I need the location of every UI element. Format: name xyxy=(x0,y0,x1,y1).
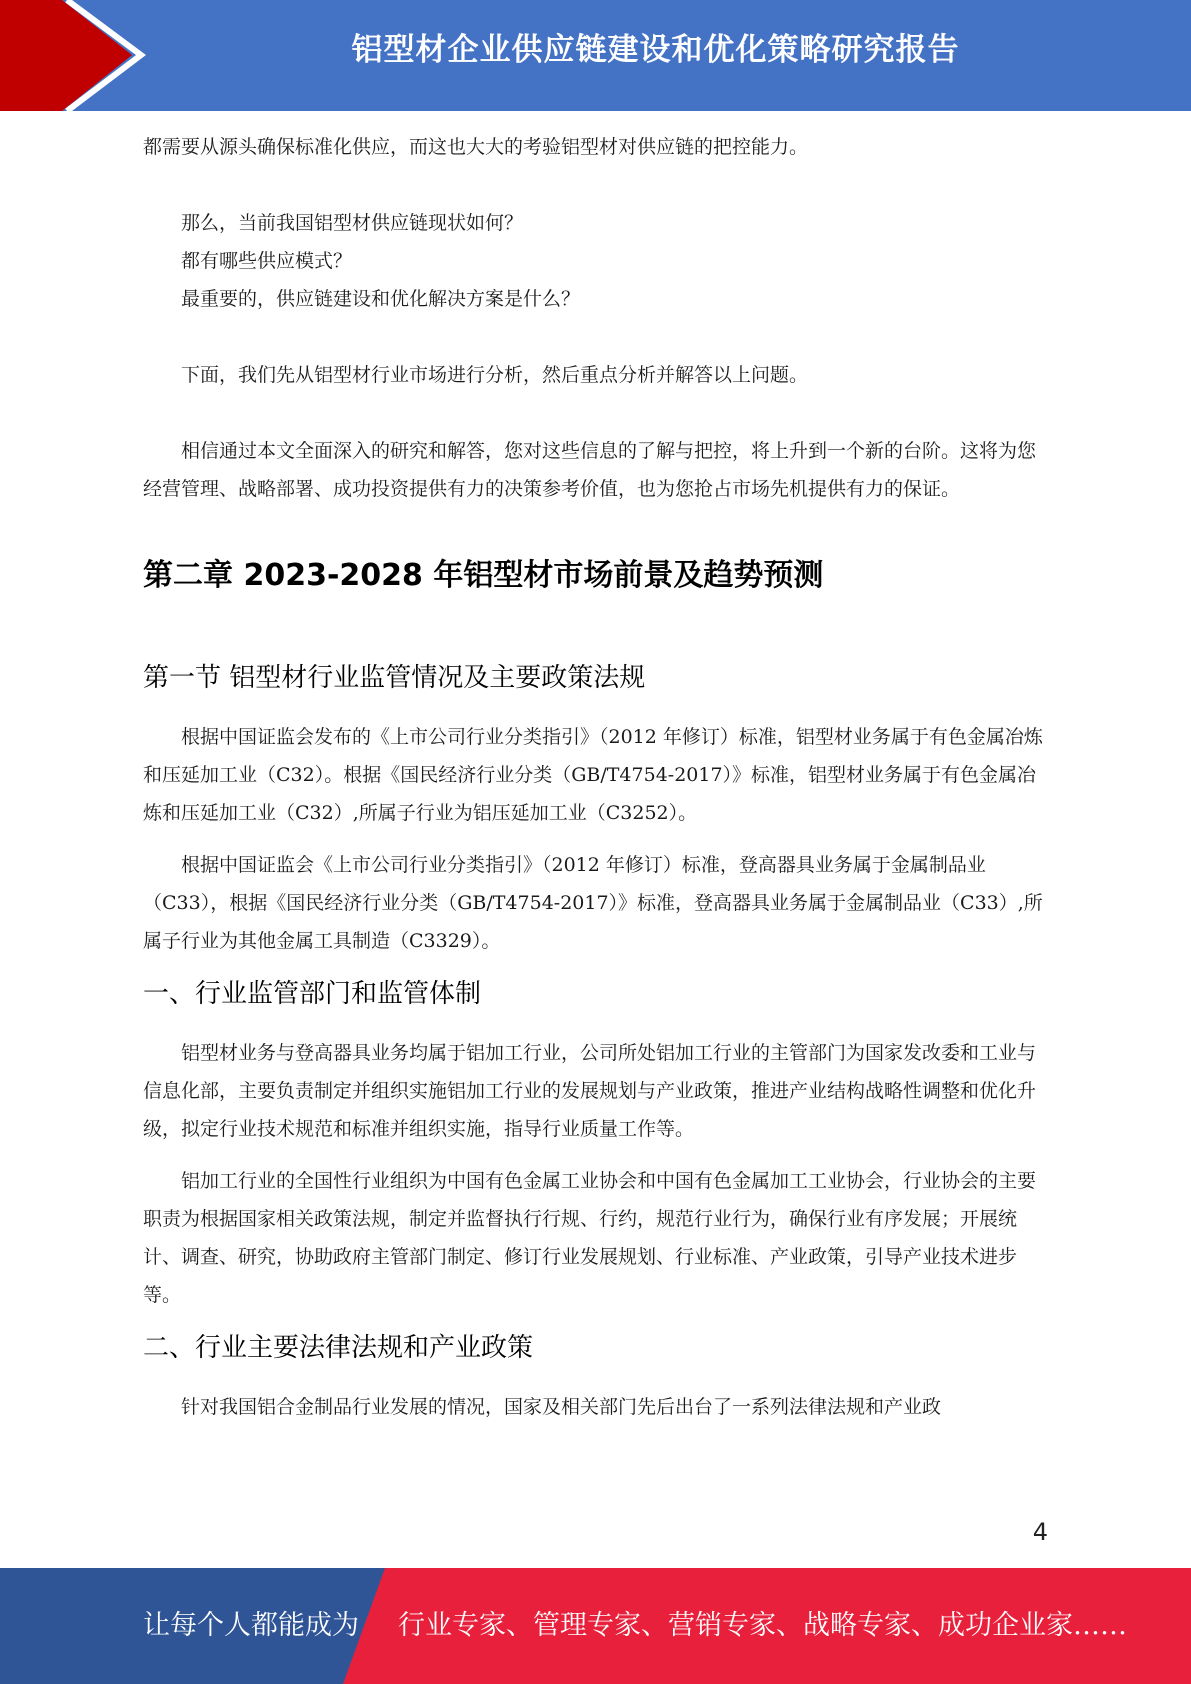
question-2: 都有哪些供应模式？ xyxy=(181,250,353,272)
intro-paragraph: 都需要从源头确保标准化供应，而这也大大的考验铝型材对供应链的把控能力。 xyxy=(143,136,809,158)
section-paragraph-2: 根据中国证监会《上市公司行业分类指引》（2012 年修订）标准，登高器具业务属于金属制品业（C33），根据《国民经济行业分类（GB/T4754-2017）》标准，登高器具业务属于金属制品业（C33）,所属子行业为其他金属工具制造（C3329）。 xyxy=(143,854,1043,952)
subsection-1-paragraph-1: 铝型材业务与登高器具业务均属于铝加工行业，公司所处铝加工行业的主管部门为国家发改委和工业与信息化部，主要负责制定并组织实施铝加工行业的发展规划与产业政策，推进产业结构战略性调整和优化升级，拟定行业技术规范和标准并组织实施，指导行业质量工作等。 xyxy=(143,1042,1037,1140)
footer-slogan-right: 行业专家、管理专家、营销专家、战略专家、成功企业家…… xyxy=(398,1610,1127,1641)
question-3: 最重要的，供应链建设和优化解决方案是什么？ xyxy=(181,288,581,310)
header-banner xyxy=(0,0,1191,111)
document-body xyxy=(143,128,1045,1426)
page-number: 4 xyxy=(1032,1518,1048,1546)
question-1: 那么，当前我国铝型材供应链现状如何？ xyxy=(181,212,524,234)
chapter-heading: 第二章 2023-2028 年铝型材市场前景及趋势预测 xyxy=(143,558,824,593)
section-heading: 第一节 铝型材行业监管情况及主要政策法规 xyxy=(143,663,646,693)
value-paragraph: 相信通过本文全面深入的研究和解答，您对这些信息的了解与把控，将上升到一个新的台阶。这将为您经营管理、战略部署、成功投资提供有力的决策参考价值，也为您抢占市场先机提供有力的保证。 xyxy=(143,440,1037,500)
plan-paragraph: 下面，我们先从铝型材行业市场进行分析，然后重点分析并解答以上问题。 xyxy=(181,364,809,386)
arrow-decoration-icon xyxy=(0,0,160,111)
footer-slogan-left: 让每个人都能成为 xyxy=(143,1610,359,1641)
section-paragraph-1: 根据中国证监会发布的《上市公司行业分类指引》（2012 年修订）标准，铝型材业务属于有色金属冶炼和压延加工业（C32）。根据《国民经济行业分类（GB/T4754-2017）》标准，铝型材业务属于有色金属冶炼和压延加工业（C32）,所属子行业为铝压延加工业（C3252）。 xyxy=(143,726,1043,824)
report-title: 铝型材企业供应链建设和优化策略研究报告 xyxy=(351,32,960,68)
subsection-2-paragraph-1: 针对我国铝合金制品行业发展的情况，国家及相关部门先后出台了一系列法律法规和产业政 xyxy=(181,1396,942,1418)
subsection-1-paragraph-2: 铝加工行业的全国性行业组织为中国有色金属工业协会和中国有色金属加工工业协会，行业协会的主要职责为根据国家相关政策法规，制定并监督执行行规、行约，规范行业行为，确保行业有序发展；开展统计、调查、研究，协助政府主管部门制定、修订行业发展规划、行业标准、产业政策，引导产业技术进步等。 xyxy=(143,1170,1037,1306)
subsection-heading-2: 二、行业主要法律法规和产业政策 xyxy=(143,1333,534,1363)
subsection-heading-1: 一、行业监管部门和监管体制 xyxy=(143,979,482,1009)
footer-banner xyxy=(0,1568,1191,1684)
